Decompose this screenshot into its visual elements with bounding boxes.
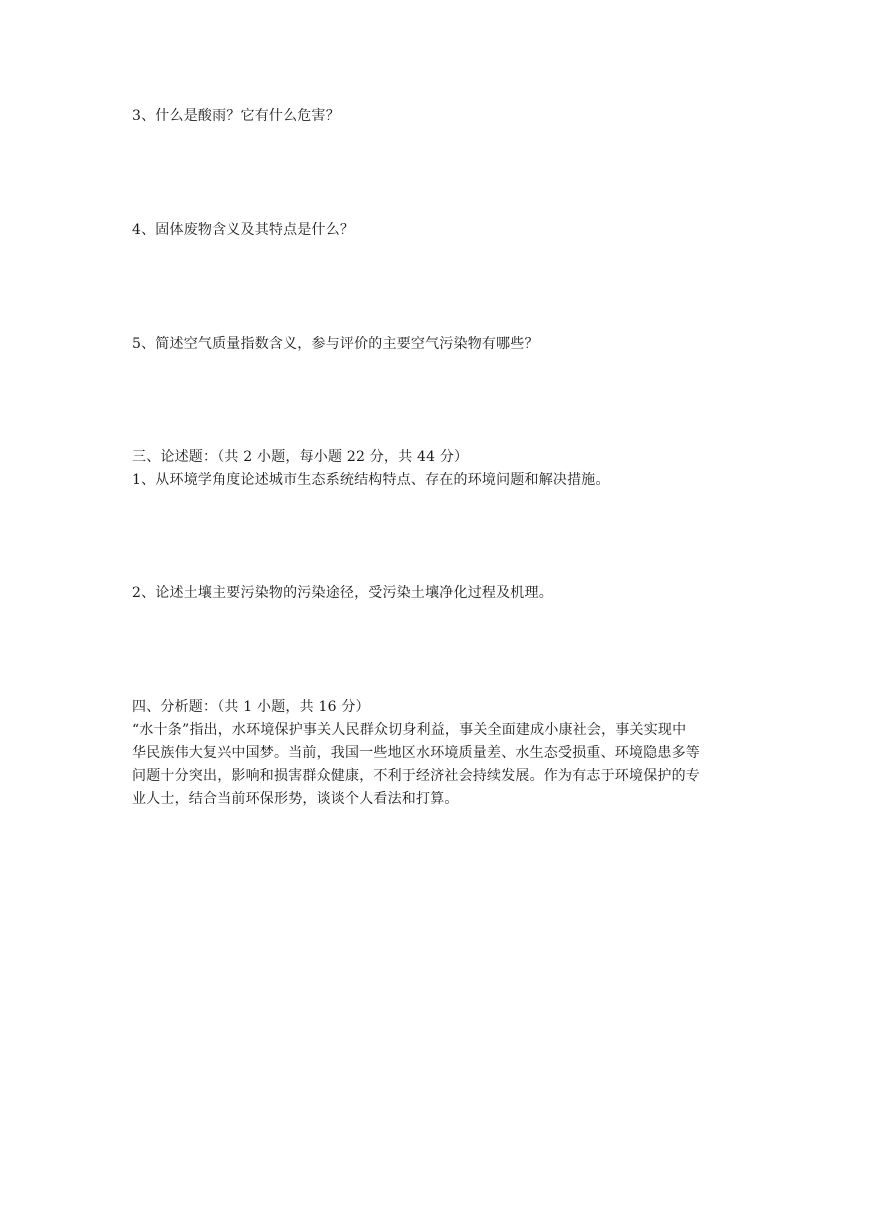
passage-line: 华民族伟大复兴中国梦。当前，我国一些地区水环境质量差、水生态受损重、环境隐患多等 [132, 745, 700, 761]
question-4: 4、固体废物含义及其特点是什么？ [132, 222, 355, 238]
section-4-heading: 四、分析题：（共 1 小题，共 16 分） [132, 699, 370, 715]
section-4-passage [132, 719, 742, 811]
question-5: 5、简述空气质量指数含义，参与评价的主要空气污染物有哪些？ [132, 336, 539, 352]
passage-line: 业人士，结合当前环保形势，谈谈个人看法和打算。 [132, 791, 459, 807]
passage-line: “水十条”指出，水环境保护事关人民群众切身利益，事关全面建成小康社会，事关实现中 [132, 722, 687, 738]
section-3-question-1: 1、从环境学角度论述城市生态系统结构特点、存在的环境问题和解决措施。 [132, 472, 610, 488]
section-3-question-2: 2、论述土壤主要污染物的污染途径，受污染土壤净化过程及机理。 [132, 585, 553, 601]
passage-line: 问题十分突出，影响和损害群众健康，不利于经济社会持续发展。作为有志于环境保护的专 [132, 768, 700, 784]
question-3: 3、什么是酸雨？它有什么危害？ [132, 108, 340, 124]
section-3-heading: 三、论述题：（共 2 小题，每小题 22 分，共 44 分） [132, 449, 469, 465]
